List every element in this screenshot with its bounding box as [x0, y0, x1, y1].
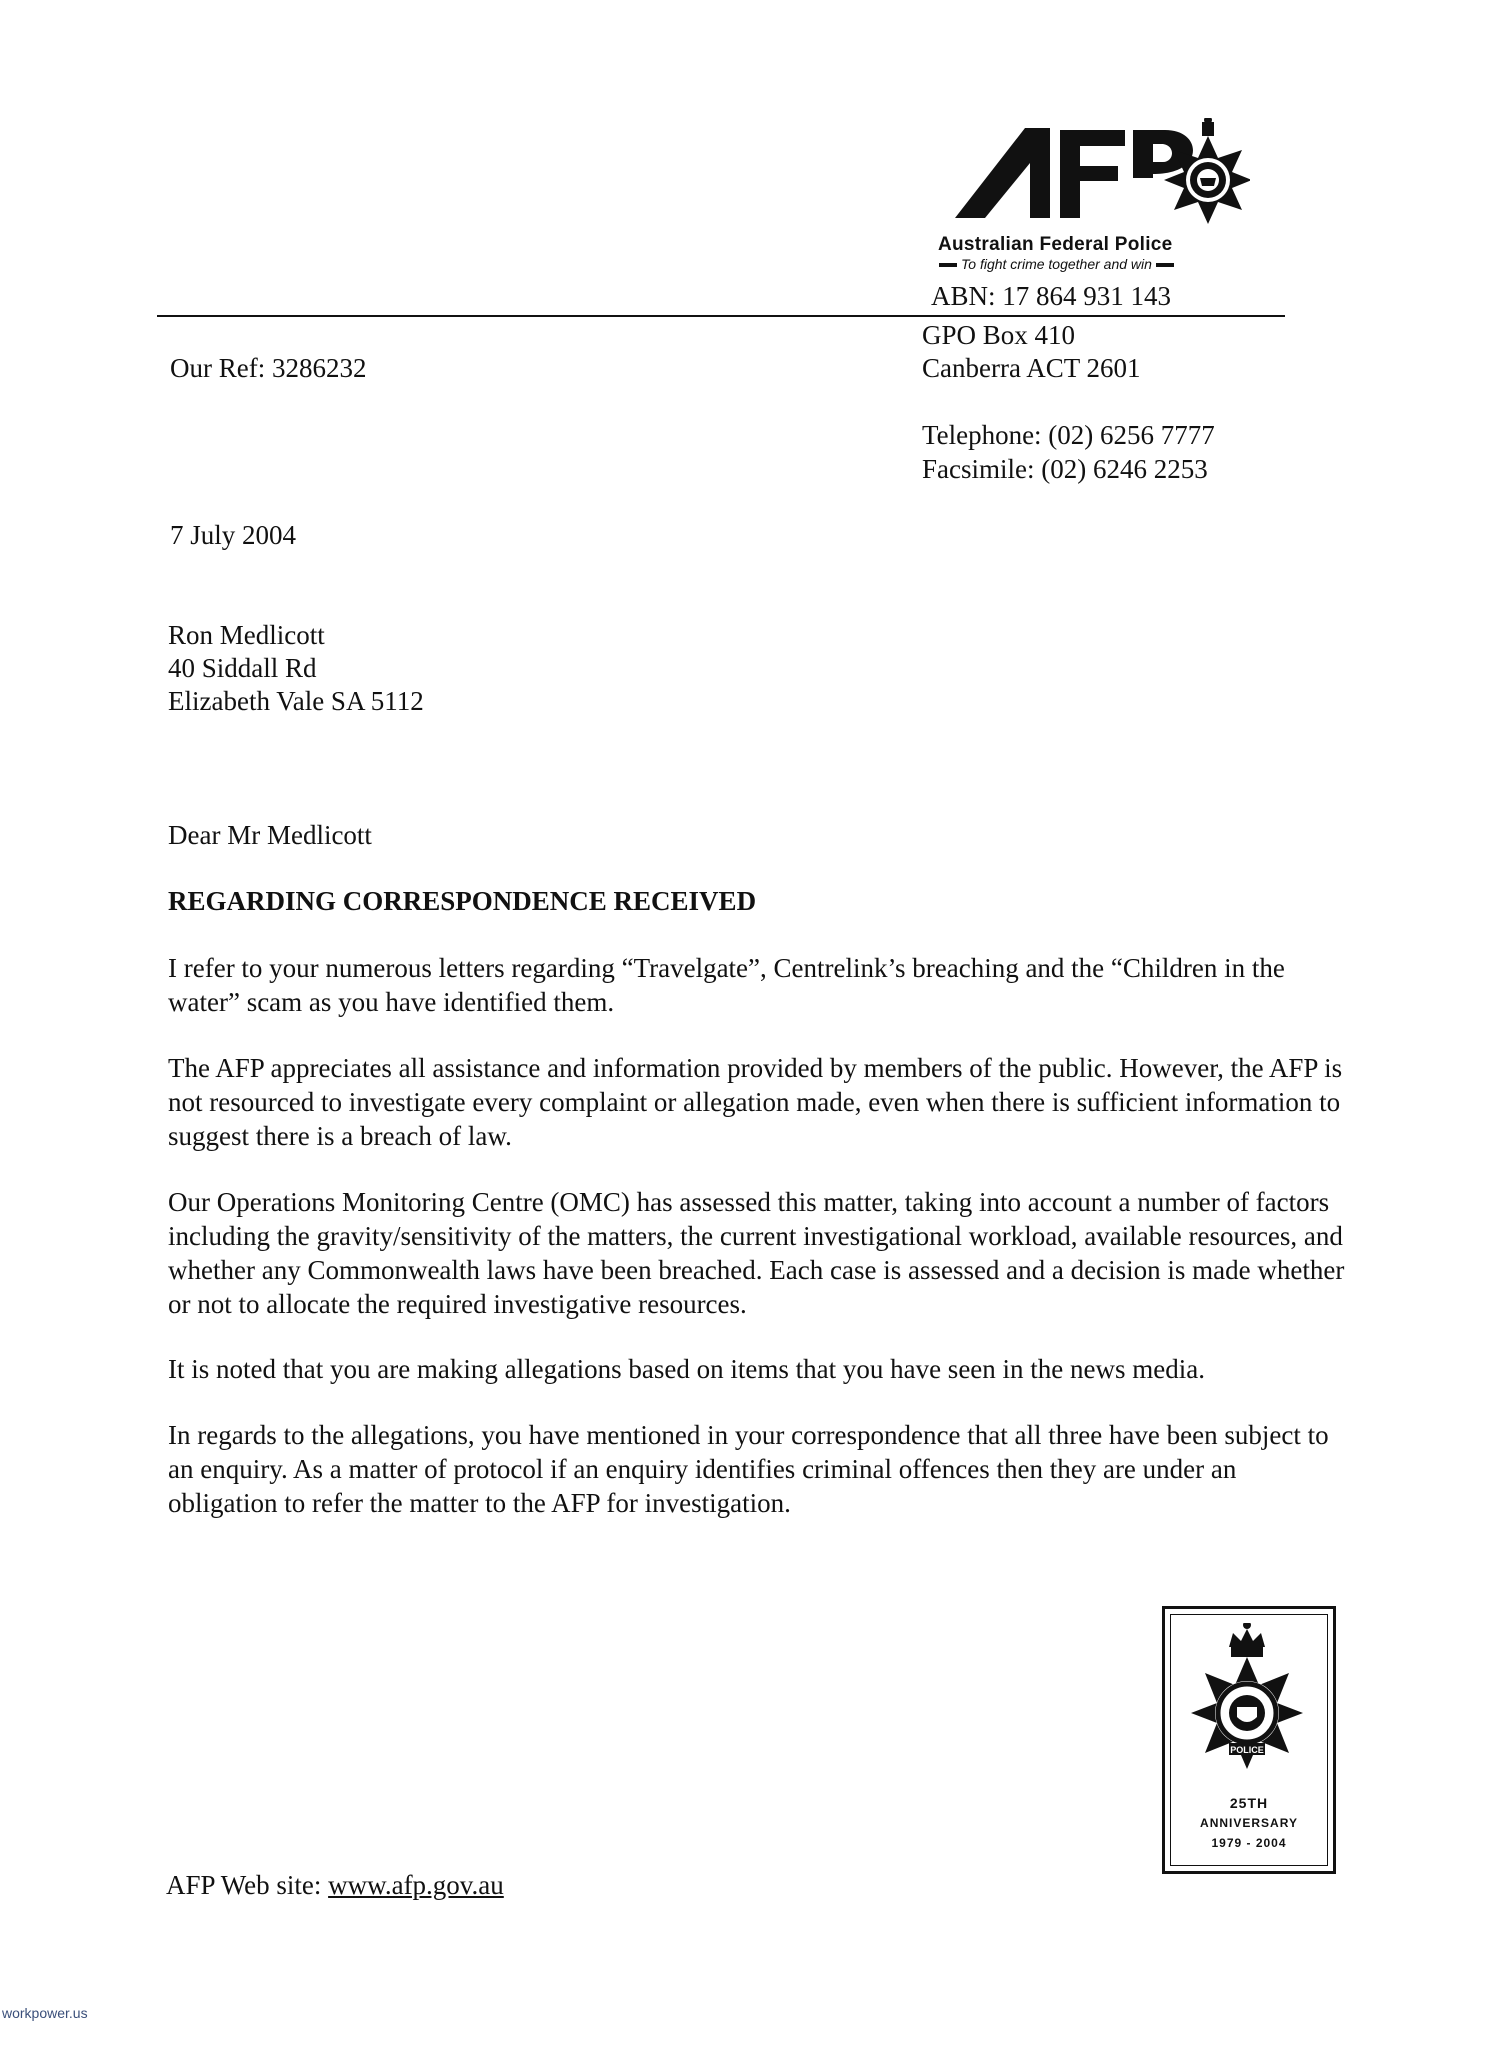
motto-bar-left: [939, 263, 957, 267]
seal-ring-text: POLICE: [1230, 1745, 1264, 1755]
letter-date: 7 July 2004: [170, 520, 297, 550]
recipient-city: Elizabeth Vale SA 5112: [168, 686, 424, 716]
body-paragraph-5: In regards to the allegations, you have mentioned in your correspondence that all three have been subject to an enquiry. As a matter of protocol if an enquiry identifies criminal offences then they are under an obligation to refer the matter to the AFP for investigation.: [168, 1420, 1329, 1518]
seal-line1: 25TH: [1229, 1795, 1269, 1811]
watermark: workpower.us: [2, 2005, 88, 2021]
recipient-street: 40 Siddall Rd: [168, 653, 317, 683]
body-paragraph-1: I refer to your numerous letters regarding “Travelgate”, Centrelink’s breaching and the “Children in the water” scam as you have identified them.: [168, 953, 1285, 1017]
org-name: Australian Federal Police: [938, 234, 1173, 255]
motto-text: To fight crime together and win: [961, 256, 1152, 272]
body-paragraph-4: It is noted that you are making allegations based on items that you have seen in the news media.: [168, 1354, 1205, 1384]
seal-line3: 1979 - 2004: [1211, 1836, 1287, 1850]
subject-line: REGARDING CORRESPONDENCE RECEIVED: [168, 886, 757, 916]
seal-line2: ANNIVERSARY: [1200, 1816, 1298, 1830]
body-paragraph-3: Our Operations Monitoring Centre (OMC) has assessed this matter, taking into account a number of factors including the gravity/sensitivity of the matters, the current investigational workload, available resources, and whether any Commonwealth laws have been breached. Each case is assessed and a decision is made whether or not to allocate the required investigative resources.: [168, 1187, 1345, 1319]
address-line1: GPO Box 410: [922, 320, 1076, 350]
facsimile: Facsimile: (02) 6246 2253: [922, 454, 1208, 484]
afp-logo: [950, 118, 1250, 238]
anniversary-seal: [1162, 1606, 1336, 1874]
org-motto: [935, 256, 1178, 272]
web-site-line: [166, 1868, 504, 1902]
address-line2: Canberra ACT 2601: [922, 353, 1141, 383]
telephone: Telephone: (02) 6256 7777: [922, 420, 1215, 450]
motto-bar-right: [1156, 263, 1174, 267]
salutation: Dear Mr Medlicott: [168, 820, 372, 850]
header-divider: [157, 315, 1285, 317]
web-site-link[interactable]: www.afp.gov.au: [328, 1870, 504, 1900]
recipient-name: Ron Medlicott: [168, 620, 325, 650]
body-paragraph-2: The AFP appreciates all assistance and information provided by members of the public. However, the AFP is not resourced to investigate every complaint or allegation made, even when there is sufficient information to suggest there is a breach of law.: [168, 1053, 1343, 1151]
police-badge-icon: [1179, 1623, 1315, 1773]
our-ref: Our Ref: 3286232: [170, 353, 367, 383]
abn: ABN: 17 864 931 143: [931, 281, 1172, 311]
web-site-label: AFP Web site:: [166, 1870, 329, 1900]
